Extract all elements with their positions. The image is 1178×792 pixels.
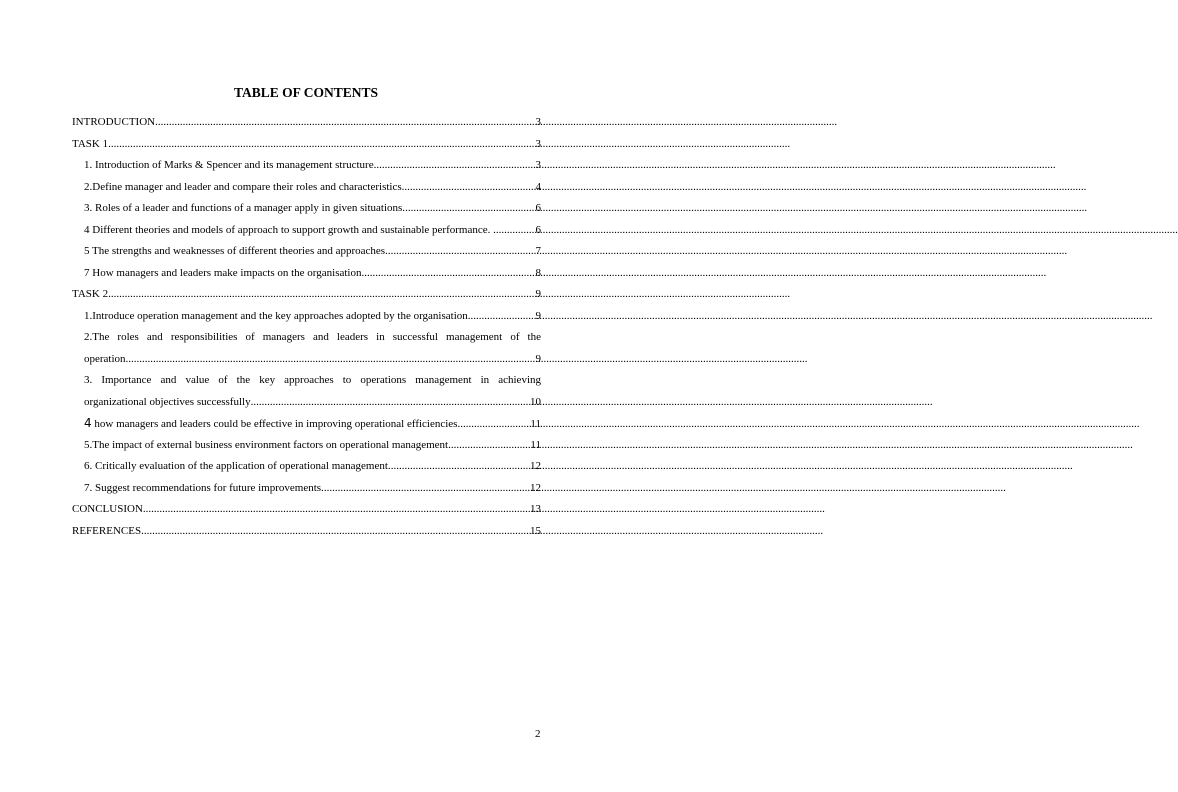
toc-entry-conclusion[interactable] xyxy=(72,499,541,521)
toc-entry-number: 4 xyxy=(84,416,92,430)
toc-page-number: 13 xyxy=(530,503,541,515)
toc-entry-task2-7[interactable] xyxy=(72,478,541,500)
toc-entry-task1-5[interactable] xyxy=(72,241,541,263)
toc-entry-task1-1[interactable] xyxy=(72,155,541,177)
toc-entry-text: 1. Introduction of Marks & Spencer and its management structure xyxy=(84,159,374,171)
toc-entry-task1-2[interactable] xyxy=(72,177,541,199)
toc-entry-text: 3. Importance and value of the key approaches to operations management in achieving xyxy=(84,374,541,386)
toc-entry-text: 5 The strengths and weaknesses of different theories and approaches xyxy=(84,245,386,257)
toc-entry-task2-3[interactable] xyxy=(72,370,541,413)
toc-page-number: 15 xyxy=(530,524,541,537)
page-number: 2 xyxy=(535,728,541,740)
toc-page-number: 4 xyxy=(535,180,541,193)
toc-page-number: 10 xyxy=(530,395,541,408)
toc-entry-task1-7[interactable] xyxy=(72,263,541,285)
toc-entry-references[interactable] xyxy=(72,521,541,543)
toc-entry-task2-5[interactable] xyxy=(72,435,541,457)
toc-entry-text: 1.Introduce operation management and the key approaches adopted by the organisation. xyxy=(84,309,471,322)
toc-page-number: 11 xyxy=(530,418,541,430)
toc-entry-text: TASK 2 xyxy=(72,288,109,300)
toc-title: TABLE OF CONTENTS xyxy=(233,85,379,100)
toc-page-number: 12 xyxy=(530,481,541,494)
toc-page-number: 9 xyxy=(535,309,541,322)
toc-entry-task-2[interactable] xyxy=(72,284,541,306)
toc-entry-introduction[interactable] xyxy=(72,112,541,134)
toc-entry-text: 6. Critically evaluation of the application of operational management. xyxy=(84,460,391,472)
table-of-contents xyxy=(72,112,541,542)
toc-entry-text: REFERENCES xyxy=(72,524,142,537)
toc-entry-text: 2.Define manager and leader and compare their roles and characteristics. xyxy=(84,180,405,193)
toc-entry-text-continued: operation xyxy=(84,352,126,365)
toc-entry-task2-1[interactable] xyxy=(72,306,541,328)
toc-entry-text: 2.The roles and responsibilities of managers and leaders in successful management of the xyxy=(84,331,541,343)
toc-page-number: 7 xyxy=(535,245,541,257)
toc-page-number: 11 xyxy=(530,438,541,451)
toc-entry-text-continued: organizational objectives successfully xyxy=(84,395,251,408)
toc-page-number: 12 xyxy=(530,460,541,472)
toc-entry-task2-2[interactable] xyxy=(72,327,541,370)
toc-entry-task1-3[interactable] xyxy=(72,198,541,220)
toc-page-number: 6 xyxy=(535,223,541,236)
toc-page-number: 8 xyxy=(535,266,541,279)
toc-entry-text: 3. Roles of a leader and functions of a manager apply in given situations. xyxy=(84,202,406,214)
toc-entry-text: TASK 1 xyxy=(72,137,109,150)
toc-entry-text: how managers and leaders could be effective in improving operational efficiencies xyxy=(91,418,458,430)
toc-entry-text: 7 How managers and leaders make impacts on the organisation. xyxy=(84,266,365,279)
toc-page-number: 6 xyxy=(535,202,541,214)
toc-entry-task2-4[interactable] xyxy=(72,413,541,435)
toc-entry-text: CONCLUSION xyxy=(72,503,143,515)
toc-page-number: 9 xyxy=(535,288,541,300)
toc-entry-text: INTRODUCTION xyxy=(72,116,156,128)
toc-entry-text: 5.The impact of external business environment factors on operational management. xyxy=(84,438,451,451)
toc-entry-text: 4 Different theories and models of approach to support growth and sustainable performance. . xyxy=(84,223,496,236)
toc-page-number: 3 xyxy=(535,137,541,150)
toc-page-number: 3 xyxy=(535,116,541,128)
toc-entry-task2-6[interactable] xyxy=(72,456,541,478)
toc-page-number: 9 xyxy=(535,352,541,365)
toc-page-number: 3 xyxy=(535,159,541,171)
toc-entry-task1-4[interactable] xyxy=(72,220,541,242)
toc-entry-task-1[interactable] xyxy=(72,134,541,156)
toc-entry-text: 7. Suggest recommendations for future improvements. xyxy=(84,481,324,494)
